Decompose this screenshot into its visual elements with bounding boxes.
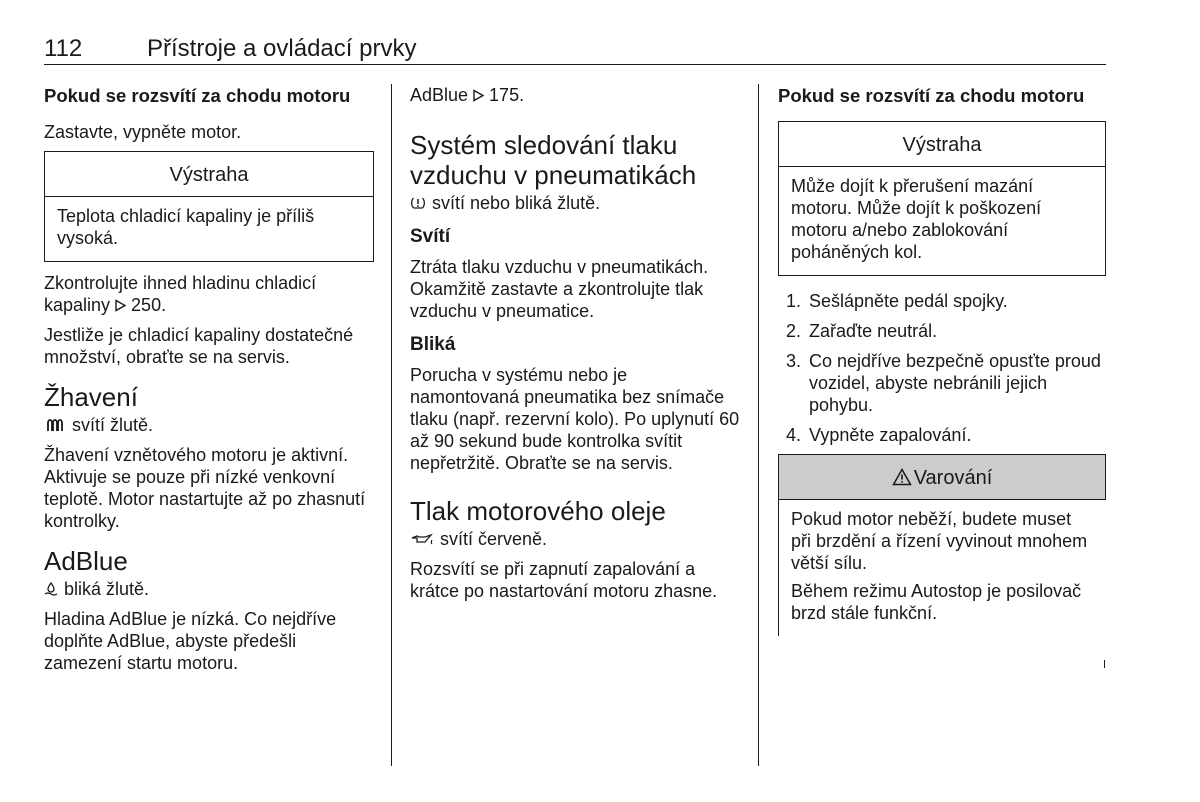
status-line <box>410 528 740 550</box>
warning-text: Teplota chladicí kapaliny je příliš vysoká. <box>57 206 315 248</box>
oil-pressure-icon <box>410 533 434 547</box>
page-number: 112 <box>44 35 83 62</box>
paragraph: Rozsvítí se při zapnutí zapalování a krátce po nastartování motoru zhasne. <box>410 559 718 601</box>
chapter-title: Přístroje a ovládací prvky <box>147 35 417 62</box>
section-heading-adblue: AdBlue <box>44 546 128 576</box>
warning-box <box>778 121 1106 276</box>
list-text: Zařaďte neutrál. <box>809 321 938 341</box>
status-text: svítí nebo bliká žlutě. <box>432 193 601 213</box>
box-edge <box>1104 660 1105 668</box>
status-text: svítí červeně. <box>440 529 548 549</box>
paragraph: Jestliže je chladicí kapaliny dostatečné množství, obraťte se na servis. <box>44 325 354 367</box>
list-text: Sešlápněte pedál spojky. <box>809 291 1008 311</box>
list-text: Vypněte zapalování. <box>809 425 972 445</box>
warning-box-title: Výstraha <box>779 122 1105 167</box>
warning-text: Může dojít k přerušení mazání motoru. Může dojít k poškození motoru a/nebo zablokování poháněných kol. <box>791 176 1042 262</box>
tire-pressure-icon <box>410 195 426 211</box>
warning-box <box>44 151 374 262</box>
subsection-heading-blink: Bliká <box>410 334 456 355</box>
warning-box-body <box>779 167 1105 275</box>
list-number: 2. <box>786 321 802 341</box>
page-reference-arrow-icon <box>114 299 127 312</box>
section-heading-tpms: Systém sledování tlaku vzduchu v pneumatikách <box>410 130 697 190</box>
list-number: 4. <box>786 425 802 445</box>
warning-triangle-icon <box>892 468 912 486</box>
column-2 <box>410 84 740 610</box>
warning-box-title: Výstraha <box>45 152 373 197</box>
warning-box-body <box>45 197 373 261</box>
steps-list <box>778 290 1106 446</box>
paragraph-text: AdBlue <box>410 85 469 105</box>
list-item <box>778 320 1106 342</box>
column-divider <box>758 84 759 766</box>
section-heading-glow: Žhavení <box>44 382 138 412</box>
section-heading-oil: Tlak motorového oleje <box>410 496 666 526</box>
column-1 <box>44 84 374 682</box>
status-line <box>44 578 374 600</box>
glow-plug-icon <box>44 417 66 433</box>
caution-box-title <box>779 455 1106 500</box>
section-subheading: Pokud se rozsvítí za chodu motoru <box>778 85 1085 106</box>
adblue-icon <box>44 581 58 597</box>
caution-box-body <box>779 500 1106 636</box>
list-number: 3. <box>786 351 802 371</box>
column-3 <box>778 84 1106 636</box>
column-divider <box>391 84 392 766</box>
paragraph: Hladina AdBlue je nízká. Co nejdříve doplňte AdBlue, abyste předešli zamezení startu motoru. <box>44 609 337 673</box>
paragraph: Žhavení vznětového motoru je aktivní. Aktivuje se pouze při nízké venkovní teplotě. Motor nastartujte až po zhasnutí kontrolky. <box>44 445 366 531</box>
status-text: bliká žlutě. <box>64 579 150 599</box>
caution-text: Pokud motor neběží, budete muset při brzdění a řízení vyvinout mnohem větší sílu. <box>791 509 1088 573</box>
page-header <box>44 36 1106 65</box>
page-reference-arrow-icon <box>472 89 485 102</box>
caution-text: Během režimu Autostop je posilovač brzd stále funkční. <box>791 581 1082 623</box>
paragraph: Ztráta tlaku vzduchu v pneumatikách. Okamžitě zastavte a zkontrolujte tlak vzduchu v pneumatice. <box>410 257 709 321</box>
status-text: svítí žlutě. <box>72 415 154 435</box>
caution-box <box>778 454 1106 636</box>
section-subheading: Pokud se rozsvítí za chodu motoru <box>44 85 351 106</box>
list-item <box>778 290 1106 312</box>
paragraph-text: Zkontrolujte ihned hladinu chladicí kapaliny <box>44 273 317 315</box>
status-line <box>44 414 374 436</box>
paragraph: Porucha v systému nebo je namontovaná pneumatika bez snímače tlaku (např. rezervní kolo). Po uplynutí 60 až 90 sekund bude kontrolka svítit nepřetržitě. Obraťte se na servis. <box>410 365 740 473</box>
list-text: Co nejdříve bezpečně opusťte proud vozidel, abyste nebránili jejich pohybu. <box>809 351 1101 415</box>
list-number: 1. <box>786 291 802 311</box>
page-reference[interactable]: 250. <box>131 295 167 315</box>
list-item <box>778 424 1106 446</box>
list-item <box>778 350 1106 416</box>
paragraph <box>44 272 374 316</box>
caution-title-text: Varování <box>913 467 993 489</box>
paragraph <box>410 84 740 106</box>
subsection-heading-lit: Svítí <box>410 226 451 247</box>
page-reference[interactable]: 175. <box>489 85 525 105</box>
status-line <box>410 192 740 214</box>
paragraph: Zastavte, vypněte motor. <box>44 122 242 142</box>
